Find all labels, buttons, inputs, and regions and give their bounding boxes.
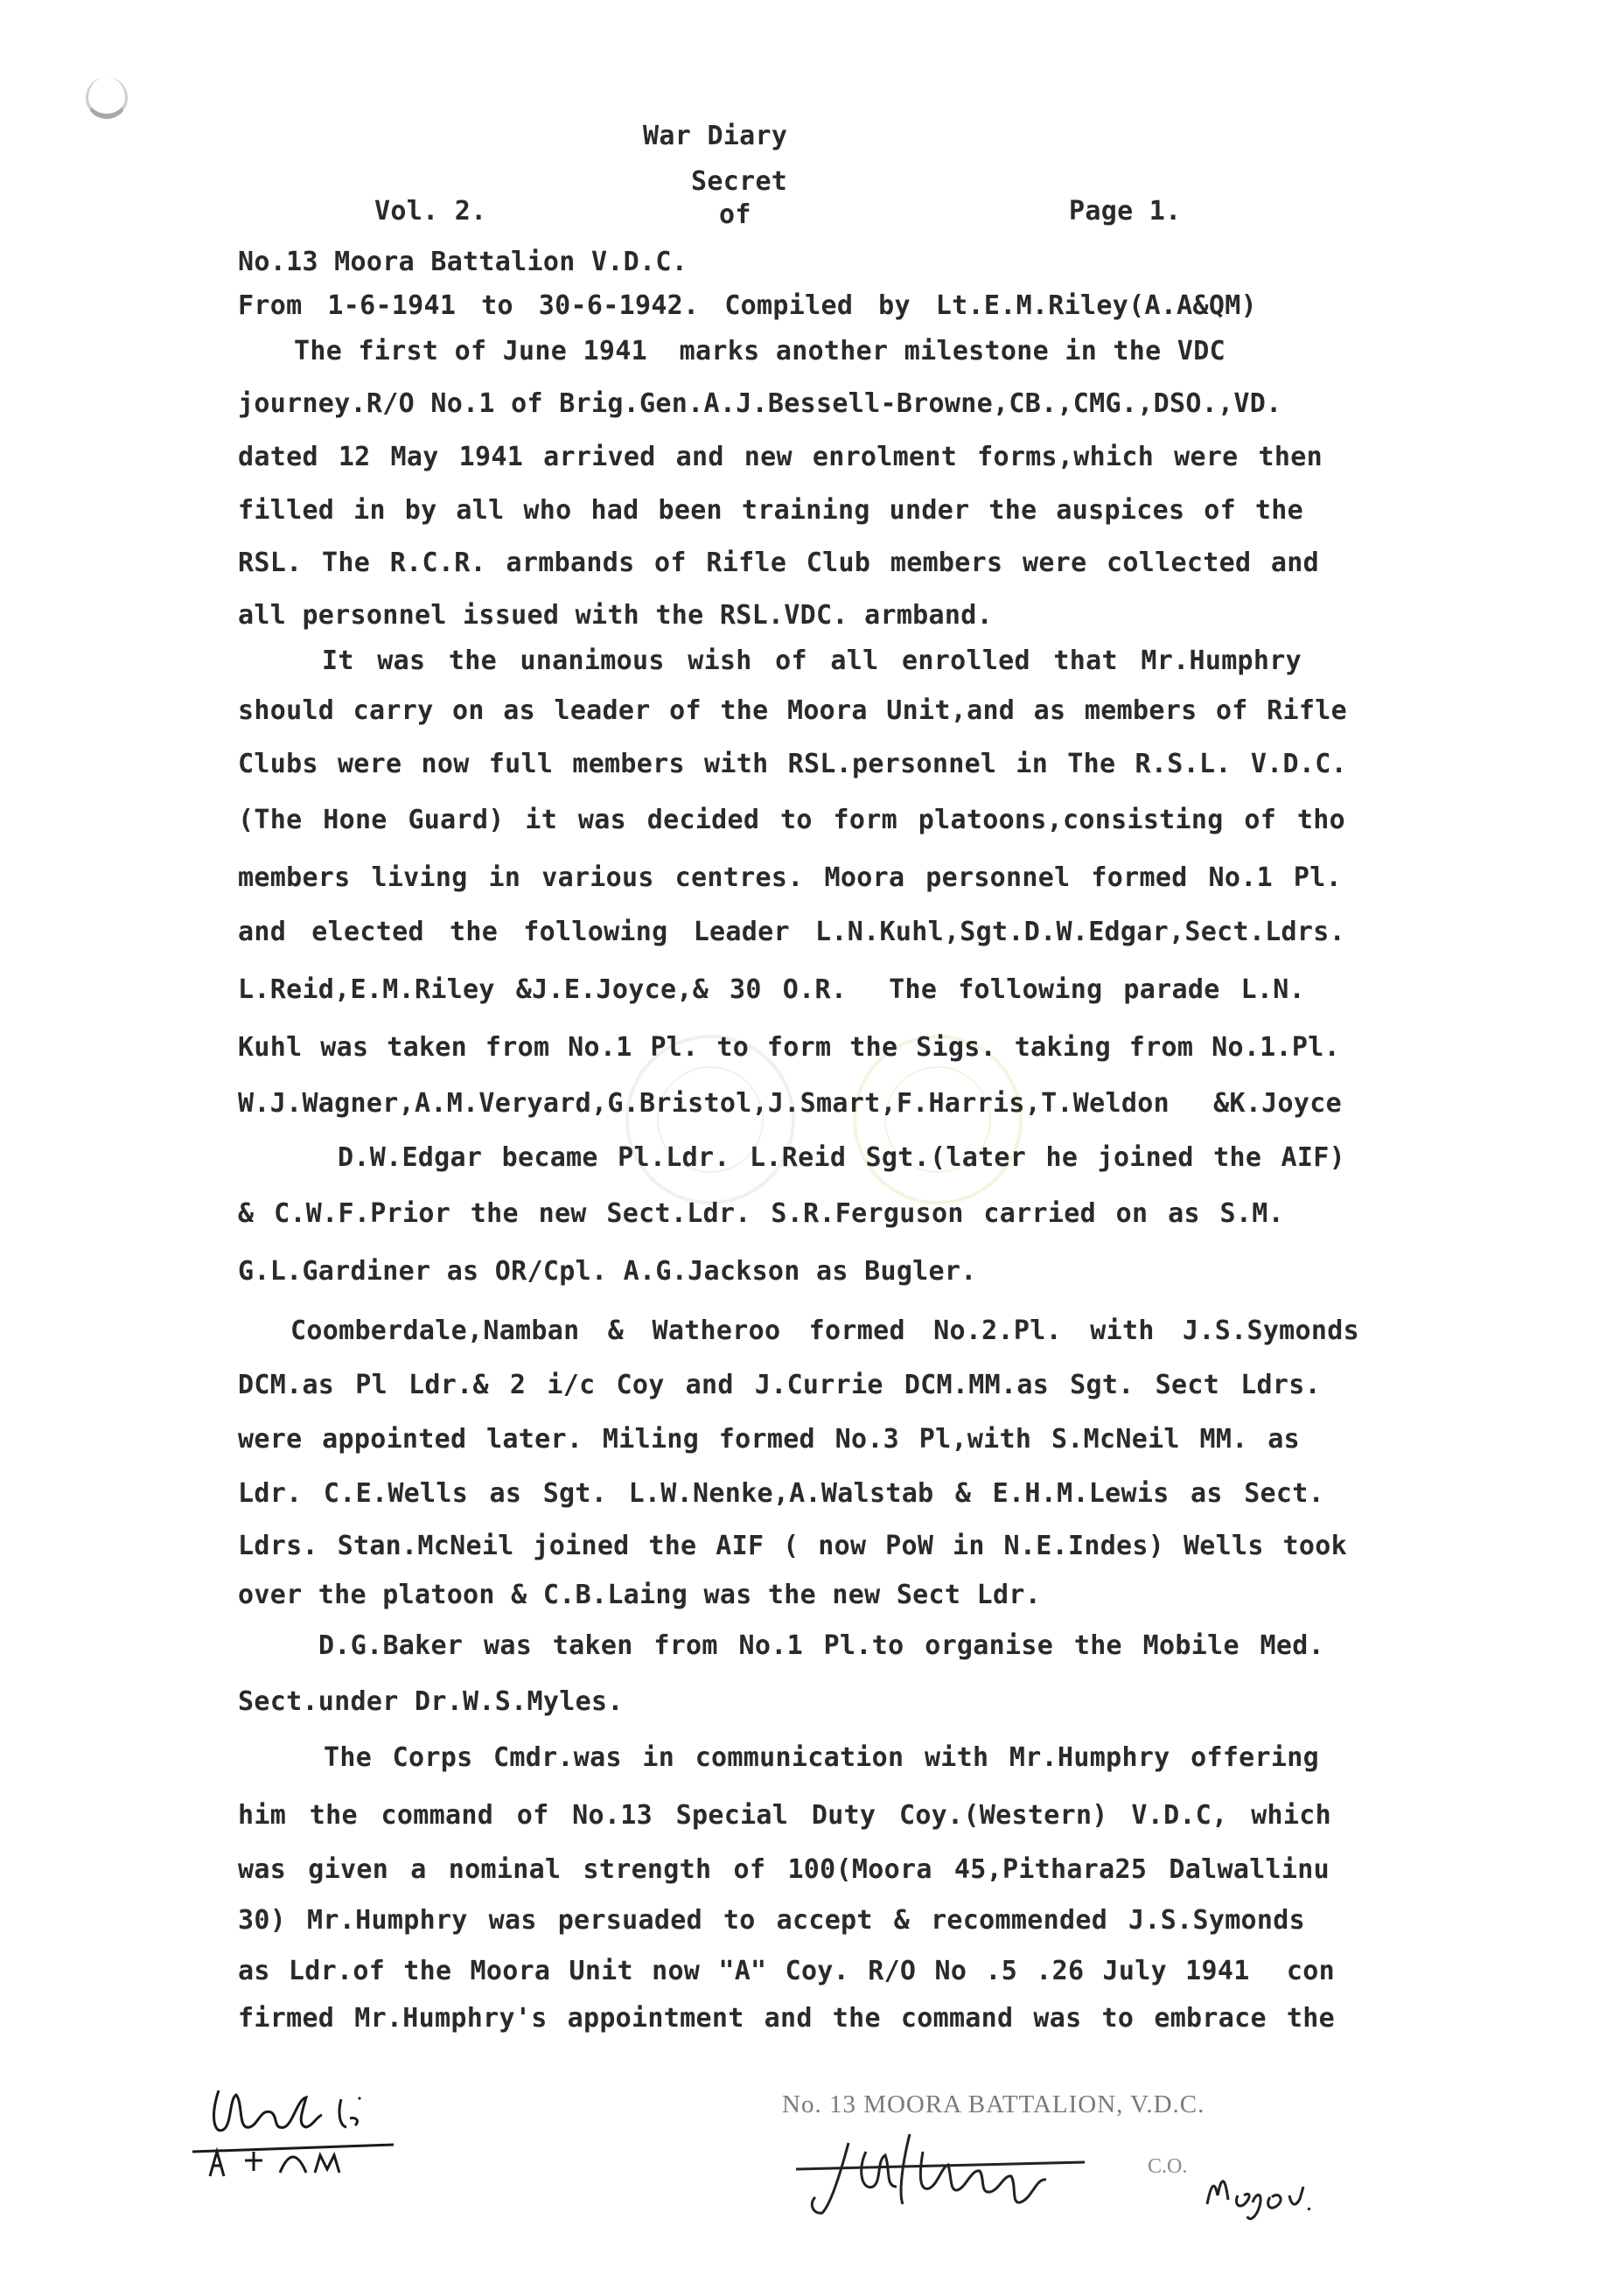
text-line-10: should carry on as leader of the Moora Unit,and as members of Rifle	[238, 695, 1347, 726]
text-line-1: No.13 Moora Battalion V.D.C.	[238, 247, 688, 277]
text-line-7: RSL. The R.C.R. armbands of Rifle Club members were collected and	[238, 548, 1319, 578]
text-line-34: firmed Mr.Humphry's appointment and the command was to embrace the	[238, 2003, 1335, 2034]
major-signature	[1198, 2160, 1338, 2230]
text-line-32: 30) Mr.Humphry was persuaded to accept & recommended J.S.Symonds	[238, 1905, 1305, 1936]
text-line-19: & C.W.F.Prior the new Sect.Ldr. S.R.Ferguson carried on as S.M.	[238, 1198, 1284, 1229]
text-line-22: DCM.as Pl Ldr.& 2 i/c Coy and J.Currie DCM.MM.as Sgt. Sect Ldrs.	[238, 1370, 1321, 1400]
punch-hole	[86, 77, 128, 119]
text-line-33: as Ldr.of the Moora Unit now "A" Coy. R/O No .5 .26 July 1941 con	[238, 1956, 1335, 1986]
co-signature	[770, 2117, 1137, 2230]
of-label: of	[719, 199, 751, 230]
text-line-23: were appointed later. Miling formed No.3 Pl,with S.McNeil MM. as	[238, 1424, 1300, 1455]
text-line-29: The Corps Cmdr.was in communication with Mr.Humphry offering	[324, 1742, 1319, 1773]
volume-label: Vol. 2.	[374, 196, 487, 227]
text-line-21: Coomberdale,Namban & Watheroo formed No.2.Pl. with J.S.Symonds	[290, 1315, 1359, 1346]
text-line-14: and elected the following Leader L.N.Kuhl,Sgt.D.W.Edgar,Sect.Ldrs.	[238, 917, 1345, 947]
text-line-25: Ldrs. Stan.McNeil joined the AIF ( now PoW in N.E.Indes) Wells took	[238, 1531, 1347, 1561]
text-line-8: all personnel issued with the RSL.VDC. armband.	[238, 600, 993, 631]
text-line-27: D.G.Baker was taken from No.1 Pl.to organise the Mobile Med.	[318, 1630, 1324, 1661]
left-signature	[175, 2064, 420, 2187]
text-line-28: Sect.under Dr.W.S.Myles.	[238, 1686, 624, 1717]
text-line-18: D.W.Edgar became Pl.Ldr. L.Reid Sgt.(later he joined the AIF)	[338, 1142, 1345, 1173]
text-line-3: The first of June 1941 marks another milestone in the VDC	[294, 336, 1225, 366]
text-line-31: was given a nominal strength of 100(Moora 45,Pithara25 Dalwallinu	[238, 1854, 1330, 1885]
text-line-17: W.J.Wagner,A.M.Veryard,G.Bristol,J.Smart,F.Harris,T.Weldon &K.Joyce	[238, 1088, 1342, 1119]
text-line-12: (The Hone Guard) it was decided to form platoons,consisting of tho	[238, 805, 1345, 835]
battalion-stamp: No. 13 MOORA BATTALION, V.D.C.	[782, 2090, 1205, 2118]
text-line-6: filled in by all who had been training under the auspices of the	[238, 495, 1303, 526]
text-line-5: dated 12 May 1941 arrived and new enrolment forms,which were then	[238, 442, 1323, 472]
text-line-26: over the platoon & C.B.Laing was the new Sect Ldr.	[238, 1580, 1042, 1610]
text-line-4: journey.R/O No.1 of Brig.Gen.A.J.Bessell-Browne,CB.,CMG.,DSO.,VD.	[238, 388, 1282, 419]
text-line-16: Kuhl was taken from No.1 Pl. to form the Sigs. taking from No.1.Pl.	[238, 1032, 1340, 1063]
text-line-20: G.L.Gardiner as OR/Cpl. A.G.Jackson as Bugler.	[238, 1256, 977, 1287]
secret-label: Secret	[691, 166, 788, 197]
text-line-15: L.Reid,E.M.Riley &J.E.Joyce,& 30 O.R. The following parade L.N.	[238, 974, 1305, 1005]
diary-title: War Diary	[643, 121, 788, 151]
text-line-24: Ldr. C.E.Wells as Sgt. L.W.Nenke,A.Walstab & E.H.M.Lewis as Sect.	[238, 1478, 1324, 1509]
text-line-9: It was the unanimous wish of all enrolled that Mr.Humphry	[322, 646, 1302, 676]
text-line-11: Clubs were now full members with RSL.personnel in The R.S.L. V.D.C.	[238, 749, 1347, 779]
text-line-2: From 1-6-1941 to 30-6-1942. Compiled by Lt.E.M.Riley(A.A&QM)	[238, 290, 1257, 321]
co-label: C.O.	[1148, 2155, 1188, 2178]
page-number: Page 1.	[1069, 196, 1182, 227]
text-line-13: members living in various centres. Moora personnel formed No.1 Pl.	[238, 862, 1342, 893]
text-line-30: him the command of No.13 Special Duty Coy.(Western) V.D.C, which	[238, 1800, 1331, 1831]
